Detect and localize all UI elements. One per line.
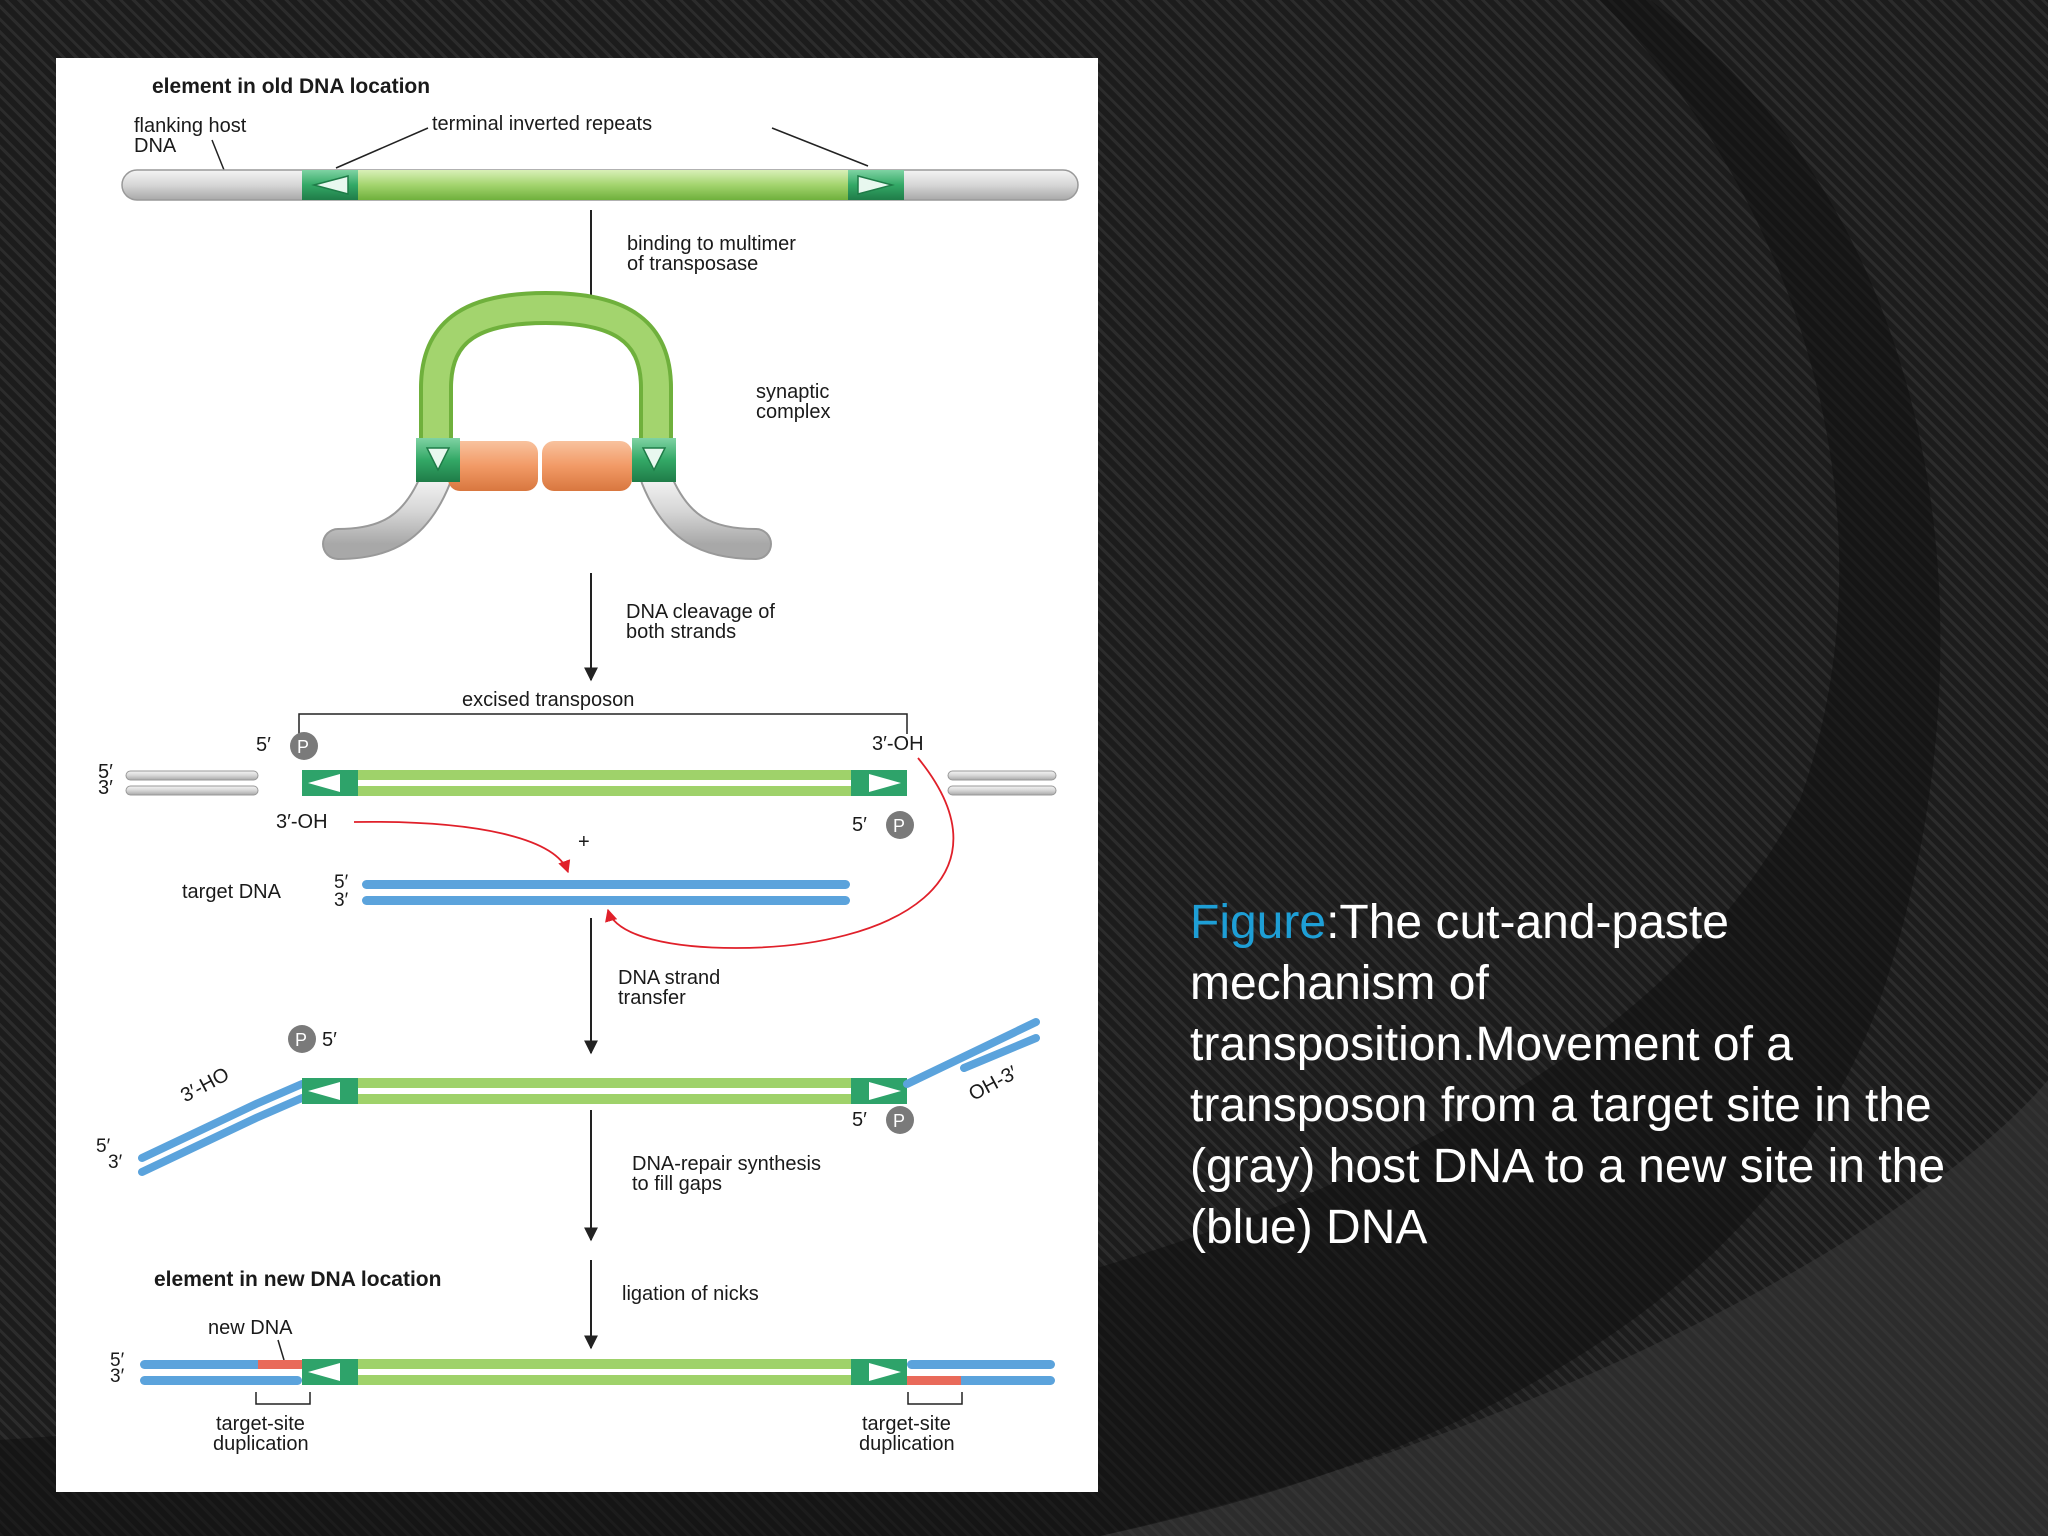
svg-text:5′: 5′ [322,1029,337,1051]
phosphate-top-p: P [295,1030,308,1050]
stage5-title: element in new DNA location [154,1268,442,1291]
host-fragment-left [126,771,258,795]
step4-label-line1: DNA-repair synthesis [632,1153,821,1175]
svg-text:P: P [893,1111,906,1131]
stage5-end-3prime: 3′ [110,1366,125,1387]
target-3prime: 3′ [334,890,349,911]
host-left-5prime: 5′ [98,761,113,783]
repeats-label: terminal inverted repeats [432,113,653,135]
stage5-end-5prime: 5′ [110,1350,125,1371]
phosphate-left-5prime: 5′ [256,734,271,756]
step1-label-line2: of transposase [627,253,759,275]
synaptic-label-line1: synaptic [756,381,830,403]
step4-label-line2: to fill gaps [632,1173,723,1195]
figure-panel [56,58,1098,1492]
repeats-pointer-left [336,128,428,168]
dup-right-line1: target-site [862,1413,951,1435]
svg-text:P: P [893,816,906,836]
stage4-end-5prime: 5′ [96,1136,111,1157]
phosphate-bottom [886,1106,914,1134]
step5-label: ligation of nicks [622,1283,759,1305]
repeats-pointer-right [772,128,868,166]
step2-label-line1: DNA cleavage of [626,601,775,623]
oh-right-label: OH-3′ [965,1061,1022,1106]
target-dna-label: target DNA [182,881,281,903]
excised-transposon-strands [302,770,907,796]
transferred-complex [142,1022,1036,1172]
integrated-element [140,1359,1055,1385]
phosphate-bottom-5prime: 5′ [852,1109,867,1131]
phosphate-left [290,732,318,760]
flanking-label-line1: flanking host [134,115,247,137]
synaptic-label-line2: complex [756,401,831,423]
dup-left-line1: target-site [216,1413,305,1435]
stage1-title: element in old DNA location [152,75,431,98]
ho-left-label: 3′-HO [177,1063,234,1108]
phosphate-right [886,811,914,839]
excised-label: excised transposon [462,689,635,711]
figure-caption [1190,892,1950,1258]
synaptic-complex [338,308,756,544]
host-fragment-right [948,771,1056,795]
target-5prime: 5′ [334,872,349,893]
caption-text: :The cut-and-paste mechanism of transposition.Movement of a transposon from a target site in the (gray) host DNA to a new site in the (blue) DNA [1190,896,1946,1254]
step3-label-line1: DNA strand [618,967,721,989]
new-dna-pointer [278,1340,284,1360]
three-oh-right-top: 3′-OH [872,733,924,755]
svg-text:P: P [297,737,310,757]
three-oh-left-bottom: 3′-OH [276,811,328,833]
step3-label-line2: transfer [618,987,686,1009]
excised-bracket [299,714,907,734]
dup-left-line2: duplication [213,1433,309,1455]
dup-right-line2: duplication [859,1433,955,1455]
step2-label-line2: both strands [626,621,737,643]
dup-bracket-left [256,1392,310,1404]
plus-sign: + [578,831,590,853]
flanking-pointer [212,140,224,170]
transposition-diagram [56,58,1098,1492]
flanking-label-line2: DNA [134,135,177,157]
stage4-end-3prime: 3′ [108,1152,123,1173]
caption-lead: Figure [1190,896,1327,949]
dup-bracket-right [908,1392,962,1404]
new-dna-label: new DNA [208,1317,293,1339]
phosphate-right-5prime: 5′ [852,814,867,836]
step1-label-line1: binding to multimer [627,233,796,255]
host-left-3prime: 3′ [98,777,113,799]
target-dna [362,880,850,905]
old-dna-rod [122,170,1078,200]
red-transfer-arrow-left [354,822,568,872]
